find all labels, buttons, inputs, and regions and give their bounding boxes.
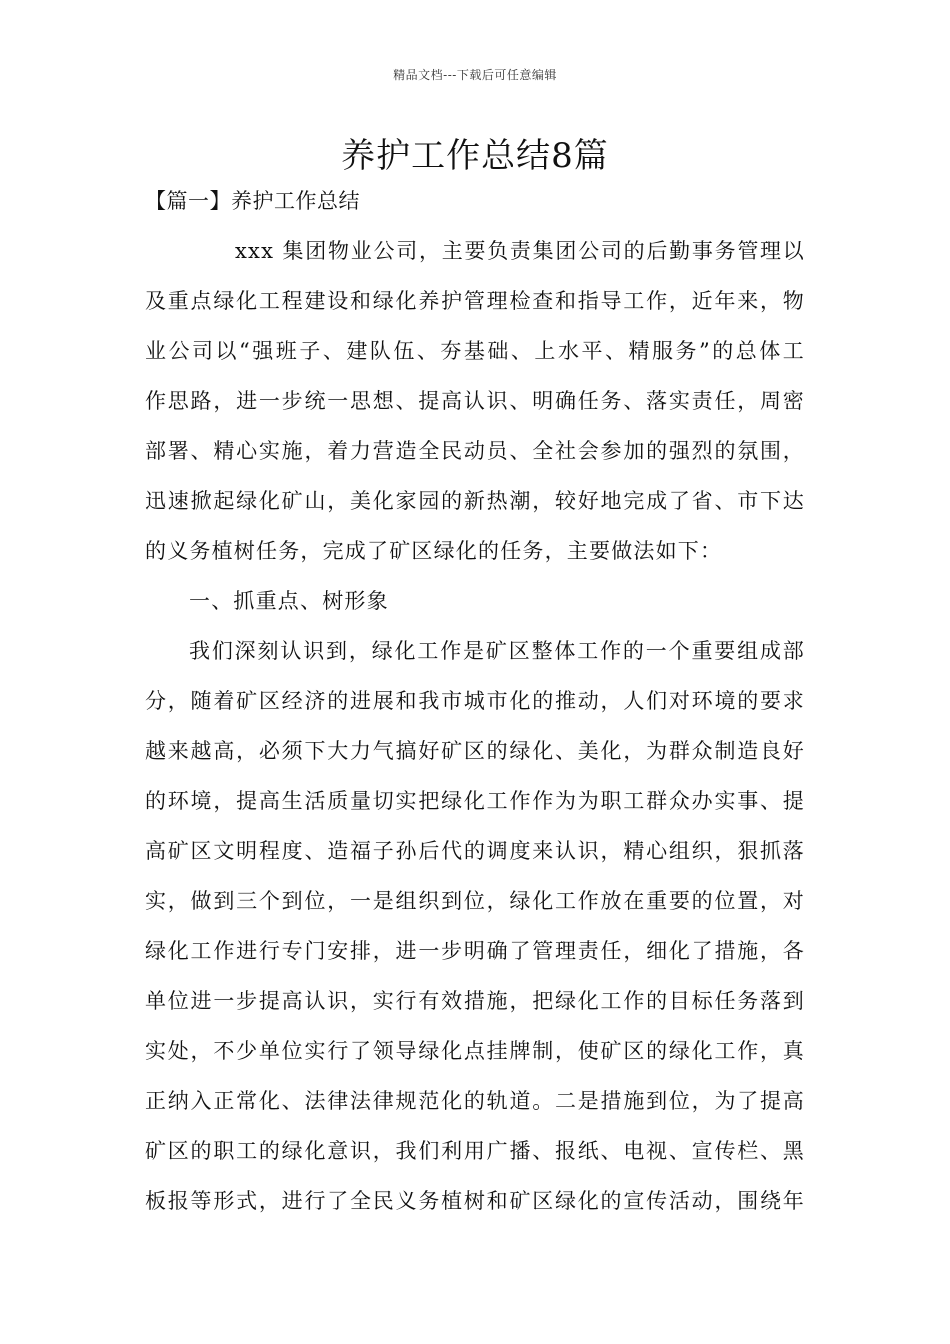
text-line: 的环境，提高生活质量切实把绿化工作作为为职工群众办实事、提 bbox=[145, 789, 805, 813]
text-line: 作思路，进一步统一思想、提高认识、明确任务、落实责任，周密 bbox=[145, 389, 805, 413]
text-line: 单位进一步提高认识，实行有效措施，把绿化工作的目标任务落到 bbox=[145, 989, 805, 1013]
text-line: 部署、精心实施，着力营造全民动员、全社会参加的强烈的氛围， bbox=[145, 439, 805, 463]
text-line: 绿化工作进行专门安排，进一步明确了管理责任，细化了措施，各 bbox=[145, 939, 805, 963]
document-title: 养护工作总结8篇 bbox=[341, 136, 609, 176]
text-line: 板报等形式，进行了全民义务植树和矿区绿化的宣传活动，围绕年 bbox=[145, 1189, 805, 1213]
text-line: 迅速掀起绿化矿山，美化家园的新热潮，较好地完成了省、市下达 bbox=[145, 489, 805, 513]
header-note: 精品文档---下载后可任意编辑 bbox=[393, 68, 557, 82]
text-line: 高矿区文明程度、造福子孙后代的调度来认识，精心组织，狠抓落 bbox=[145, 839, 805, 863]
subheading: 一、抓重点、树形象 bbox=[189, 589, 389, 613]
text-line: 业公司以“强班子、建队伍、夯基础、上水平、精服务”的总体工 bbox=[145, 339, 805, 363]
text-line: 正纳入正常化、法律法律规范化的轨道。二是措施到位，为了提高 bbox=[145, 1089, 805, 1113]
text-line: 越来越高，必须下大力气搞好矿区的绿化、美化，为群众制造良好 bbox=[145, 739, 805, 763]
text-line: 我们深刻认识到，绿化工作是矿区整体工作的一个重要组成部 bbox=[189, 639, 805, 663]
text-line: 及重点绿化工程建设和绿化养护管理检查和指导工作，近年来，物 bbox=[145, 289, 805, 313]
paragraph-intro bbox=[145, 226, 805, 1226]
text-line: 实处，不少单位实行了领导绿化点挂牌制，使矿区的绿化工作，真 bbox=[145, 1039, 805, 1063]
section-heading: 【篇一】养护工作总结 bbox=[145, 189, 360, 213]
text-line: 的义务植树任务，完成了矿区绿化的任务，主要做法如下： bbox=[145, 539, 723, 563]
text-line: 分，随着矿区经济的进展和我市城市化的推动，人们对环境的要求 bbox=[145, 689, 805, 713]
text-line: 矿区的职工的绿化意识，我们利用广播、报纸、电视、宣传栏、黑 bbox=[145, 1139, 805, 1163]
text-line: 实，做到三个到位，一是组织到位，绿化工作放在重要的位置，对 bbox=[145, 889, 805, 913]
text-line: xxx 集团物业公司，主要负责集团公司的后勤事务管理以 bbox=[235, 239, 805, 263]
